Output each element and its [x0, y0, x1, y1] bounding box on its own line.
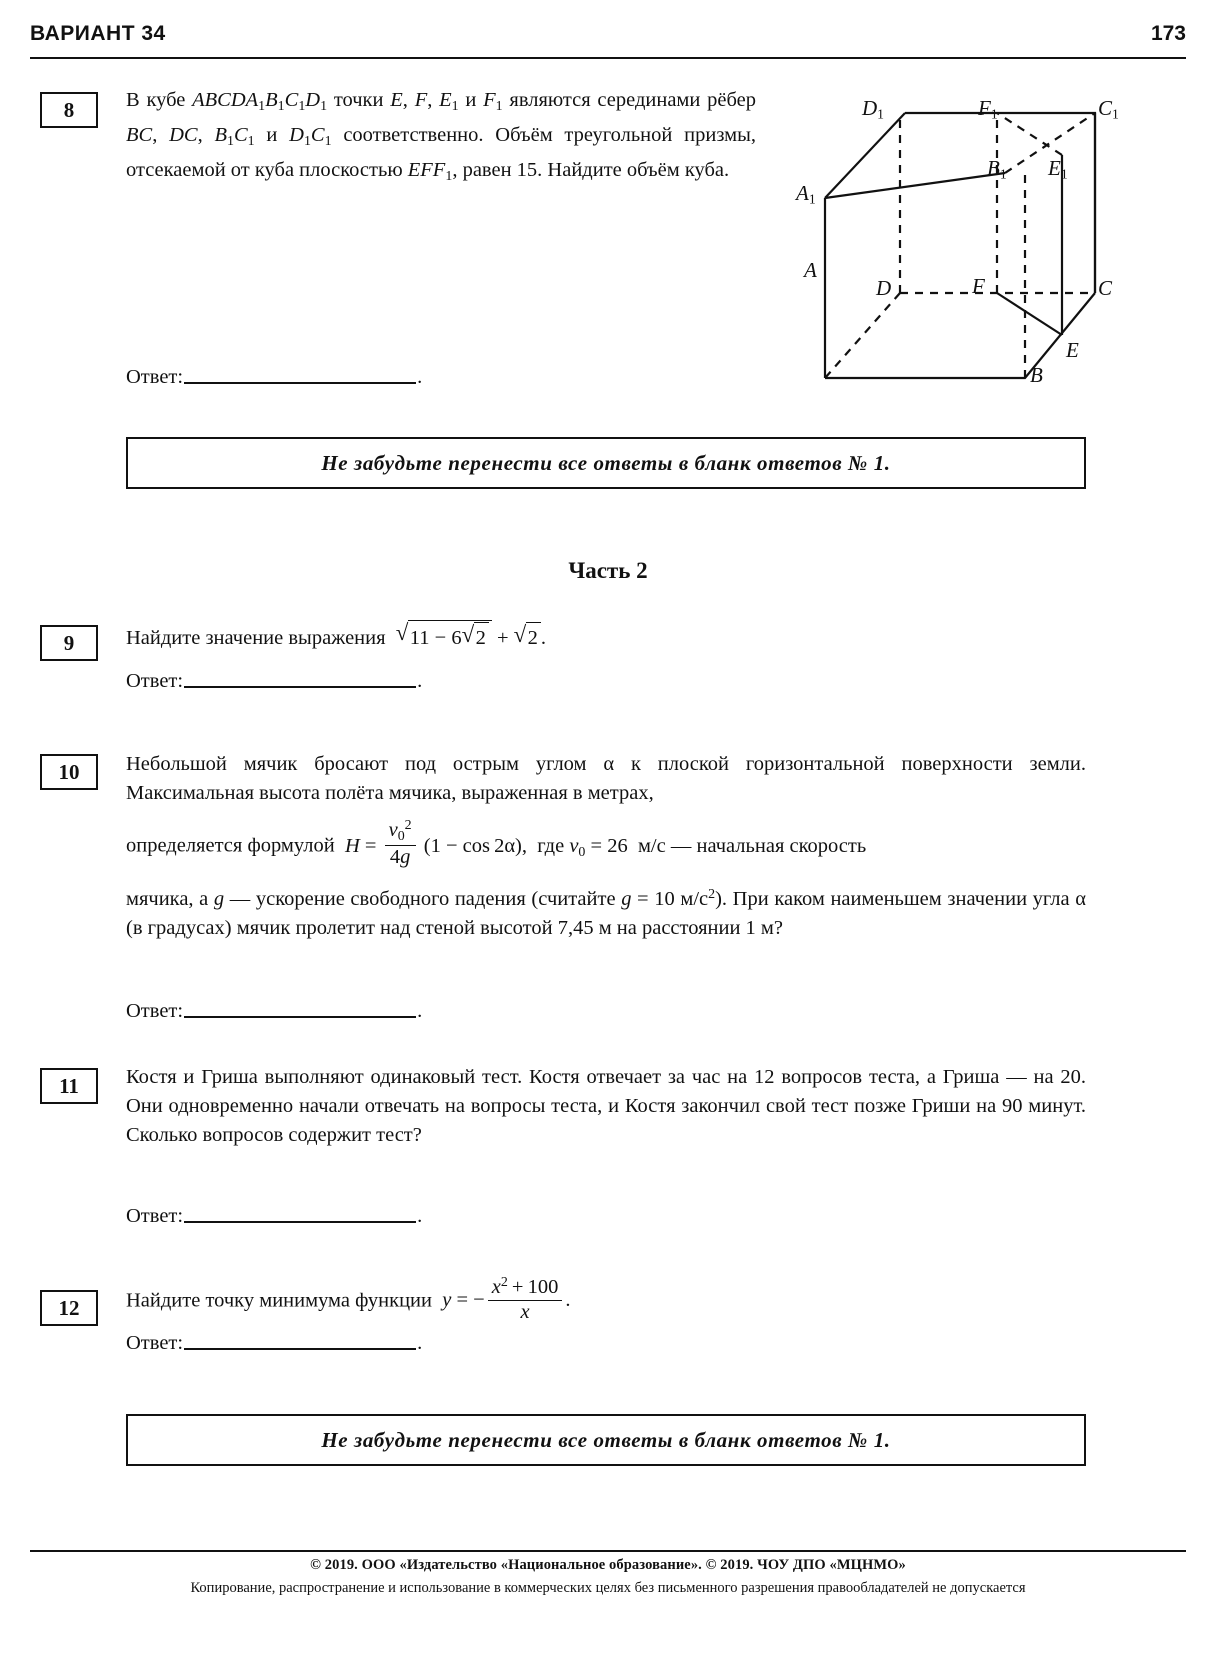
figure-label-B1: $B_1$ [987, 156, 1007, 182]
task-9-prompt: Найдите значение выражения [126, 627, 386, 649]
figure-label-C: C [1098, 276, 1113, 300]
answer-label-12: Ответ: [126, 1332, 184, 1354]
answer-blank-11[interactable] [184, 1206, 416, 1223]
task-10-text [126, 750, 1086, 808]
task-11-text [126, 1063, 1086, 1150]
reminder-box-bottom: Не забудьте перенести все ответы в бланк ответов № 1. [126, 1414, 1086, 1466]
task-number-8: 8 [40, 92, 98, 128]
page-header [30, 22, 1186, 56]
task-10-line-1: Небольшой мячик бросают под острым углом α к плоской горизонтальной [126, 753, 885, 775]
task-12-answer: Ответ: . [126, 1332, 423, 1354]
page-number: 173 [1150, 22, 1186, 45]
task-11-line-4: тест? [376, 1124, 422, 1146]
task-11-line-1: Костя и Гриша выполняют одинаковый тест. Костя отвечает за час на 12 вопросов [126, 1066, 863, 1088]
footer-divider [30, 1550, 1186, 1552]
task-9-text [126, 620, 826, 653]
task-11-line-2: теста, а Гриша — на 20. Они одновременно начали отвечать на вопросы теста, [126, 1066, 1087, 1117]
task-10-line-2: поверхности земли. Максимальная высота полёта мячика, выраженная в метрах, [126, 753, 1087, 804]
task-8-answer: Ответ: . [126, 366, 423, 388]
task-number-9: 9 [40, 625, 98, 661]
task-10-line-3a: определяется формулой [126, 834, 335, 857]
cube-figure [790, 78, 1130, 398]
footer-copyright: © 2019. ООО «Издательство «Национальное образование». © 2019. ЧОУ ДПО «МЦНМО» [310, 1557, 906, 1573]
task-10-answer: Ответ: . [126, 1000, 423, 1022]
answer-blank-12[interactable] [184, 1333, 416, 1350]
answer-label-8: Ответ: [126, 366, 184, 388]
figure-label-C1: $C_1$ [1098, 96, 1119, 122]
answer-label-9: Ответ: [126, 670, 184, 692]
figure-label-D: D [876, 276, 892, 300]
task-8-text: В кубе $ABCDA_1B_1C_1D_1$ точки E, F, $E_1$ и $F_1$ являются серединами рёбер BC, DC, $B_1C_1$ и $D_1C_1$ соответственно. Объём треугольной призмы, отсекаемой от куба плоскостью $EFF_1$, равен 15. Найдите объём куба. [126, 89, 756, 184]
task-10-formula-line [126, 818, 1086, 876]
task-12-expression: y = − $\frac{x^2 + 100}{x}$ . [442, 1275, 571, 1323]
footer-notice: Копирование, распространение и использование в коммерческих целях без письменного разрешения правообладателей не допускается [190, 1580, 1026, 1596]
answer-label-11: Ответ: [126, 1205, 184, 1227]
task-9-expression: √ 11 − 6 √ 2 + √ 2 . [391, 627, 546, 649]
figure-label-E1: $E_1$ [1048, 156, 1068, 182]
task-number-11: 11 [40, 1068, 98, 1104]
figure-label-D1: $D_1$ [862, 96, 884, 122]
answer-blank-10[interactable] [184, 1001, 416, 1018]
task-12-text [126, 1275, 826, 1324]
task-number-10: 10 [40, 754, 98, 790]
part-title: Часть 2 [568, 558, 648, 583]
answer-blank-8[interactable] [184, 367, 416, 384]
variant-label: ВАРИАНТ 34 [30, 22, 166, 45]
task-10-formula: H = $\frac{v_0^2}{4g}$ (1 − cos 2α), [344, 818, 533, 868]
header-divider [30, 57, 1186, 59]
task-10-rest: мячика, а g — ускорение свободного падения (считайте g = 10 $м/с^2$). При каком наименьшем значении угла α (в градусах) мячик пролетит над стеной высотой 7,45 м на расстоянии 1 м? [126, 887, 1086, 939]
figure-label-A1: $A_1$ [796, 181, 816, 207]
reminder-box-top: Не забудьте перенести все ответы в бланк ответов № 1. [126, 437, 1086, 489]
task-11-answer: Ответ: . [126, 1205, 423, 1227]
figure-label-A: A [804, 258, 817, 282]
task-number-12: 12 [40, 1290, 98, 1326]
figure-label-F: F [972, 274, 985, 298]
task-12-prompt: Найдите точку минимума функции [126, 1289, 432, 1312]
figure-label-E: E [1066, 338, 1079, 362]
task-10-line-3b: где $v_0 = 26$ м/с — начальная скорость [532, 834, 867, 860]
answer-label-10: Ответ: [126, 1000, 184, 1022]
figure-label-B: B [1030, 363, 1043, 387]
task-9-answer: Ответ: . [126, 670, 423, 692]
task-11-line-3: и Костя закончил свой тест позже Гриши на 90 минут. Сколько вопросов содержит [126, 1095, 1086, 1146]
figure-label-F1: $F_1$ [978, 96, 998, 122]
answer-blank-9[interactable] [184, 671, 416, 688]
